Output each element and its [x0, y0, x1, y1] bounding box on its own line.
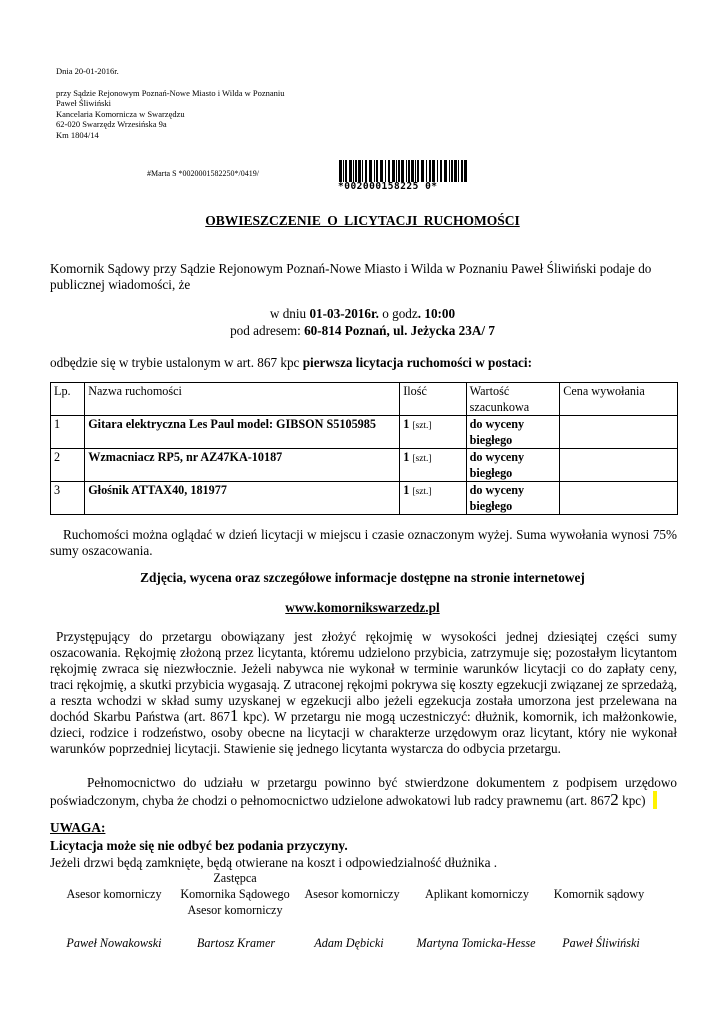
barcode-bar [437, 160, 438, 182]
auction-time: . 10:00 [417, 306, 456, 321]
warning-text: Jeżeli drzwi będą zamknięte, będą otwierane na koszt i odpowiedzialność dłużnika . [50, 855, 498, 870]
barcode-bars [338, 160, 468, 182]
signature-name-1: Paweł Nowakowski [66, 936, 162, 950]
barcode-bar [369, 160, 372, 182]
header-qty: Ilość [400, 383, 466, 416]
highlight-mark [653, 791, 657, 809]
row-name: Wzmacniacz RP5, nr AZ47KA-10187 [85, 449, 400, 482]
row-qty: 1 [szt.] [400, 482, 466, 515]
row-value: do wyceny biegłego [466, 449, 560, 482]
barcode-bar [401, 160, 404, 182]
header-lp: Lp. [51, 383, 85, 416]
table-row [51, 416, 678, 449]
barcode-bar [408, 160, 410, 182]
signature-role-2: Zastępca Komornika Sądowego Asesor komorniczy [180, 871, 290, 917]
document-date: Dnia 20-01-2016r. [56, 66, 119, 76]
signature-role-5: Komornik sądowy [553, 887, 645, 901]
header-value: Wartość szacunkowa [466, 383, 560, 416]
barcode-bar [388, 160, 390, 182]
barcode-bar [406, 160, 407, 182]
barcode-bar [461, 160, 463, 182]
bailiff-name: Paweł Śliwiński [56, 98, 112, 109]
auction-mode: odbędzie się w trybie ustalonym w art. 867 kpc pierwsza licytacja ruchomości w postaci: [50, 355, 532, 370]
viewing-paragraph: Ruchomości można oglądać w dzień licytacji w miejscu i czasie oznaczonym wyżej. Suma wywołania wynosi 75% sumy oszacowania. [50, 527, 677, 558]
barcode-bar [444, 160, 447, 182]
barcode-bar [365, 160, 367, 182]
barcode-bar [421, 160, 424, 182]
row-qty: 1 [szt.] [400, 449, 466, 482]
warning-heading: UWAGA: [50, 820, 106, 835]
warning-bold: Licytacja może się nie odbyć bez podania przyczyny. [50, 838, 348, 853]
signature-name-2: Bartosz Kramer [196, 936, 276, 950]
barcode-bar [415, 160, 416, 182]
barcode-bar [376, 160, 378, 182]
document-header [56, 66, 285, 141]
barcode-bar [353, 160, 354, 182]
auction-date: 01-03-2016r. [309, 306, 379, 321]
signature-role-1: Asesor komorniczy [66, 887, 162, 901]
office-name: Kancelaria Komornicza w Swarzędzu [56, 108, 185, 119]
auction-address: pod adresem: 60-814 Poznań, ul. Jeżycka 23A/ 7 [230, 323, 495, 338]
row-name: Gitara elektryczna Les Paul model: GIBSON S5105985 [85, 416, 400, 449]
auction-datetime: w dniu 01-03-2016r. o godz. 10:00 [269, 306, 456, 321]
barcode [338, 160, 468, 194]
row-value: do wyceny biegłego [466, 482, 560, 515]
office-address: 62-020 Swarzędz Wrzesińska 9a [56, 119, 167, 130]
items-table [50, 382, 678, 515]
barcode-bar [358, 160, 361, 182]
proxy-paragraph: Pełnomocnictwo do udziału w przetargu powinno być stwierdzone dokumentem z podpisem urzędowo poświadczonym, chyba że chodzi o pełnomocnictwo udzielone adwokatowi lub radcy prawnemu (art. 8672 kpc) [50, 775, 677, 809]
table-header-row [51, 383, 678, 416]
signature-role-4: Aplikant komorniczy [425, 887, 529, 901]
barcode-bar [398, 160, 400, 182]
barcode-bar [454, 160, 457, 182]
intro-paragraph: Komornik Sądowy przy Sądzie Rejonowym Poznań-Nowe Miasto i Wilda w Poznaniu Paweł Śliwiński podaje do publicznej wiadomości, że [50, 261, 652, 292]
row-lp: 3 [51, 482, 85, 515]
barcode-bar [426, 160, 427, 182]
header-price: Cena wywołania [560, 383, 678, 416]
page-title: OBWIESZCZENIE O LICYTACJI RUCHOMOŚCI [205, 213, 520, 228]
table-row [51, 482, 678, 515]
barcode-bar [432, 160, 435, 182]
row-value: do wyceny biegłego [466, 416, 560, 449]
barcode-bar [374, 160, 375, 182]
photos-info: Zdjęcia, wycena oraz szczegółowe informacje dostępne na stronie internetowej [140, 570, 585, 585]
row-qty: 1 [szt.] [400, 416, 466, 449]
signature-name-3: Adam Dębicki [314, 936, 384, 950]
row-name: Głośnik ATTAX40, 181977 [85, 482, 400, 515]
row-lp: 2 [51, 449, 85, 482]
case-number: Km 1804/14 [56, 129, 99, 140]
header-name: Nazwa ruchomości [85, 383, 400, 416]
row-price [560, 449, 678, 482]
barcode-bar [385, 160, 386, 182]
signature-name-4: Martyna Tomicka-Hesse [416, 936, 536, 950]
website-link[interactable]: www.komornikswarzedz.pl [285, 600, 440, 615]
barcode-bar [355, 160, 357, 182]
reference-number: #Marta S *0020001582250*/0419/ [147, 169, 259, 178]
barcode-bar [343, 160, 344, 182]
barcode-bar [339, 160, 342, 182]
row-lp: 1 [51, 416, 85, 449]
barcode-bar [411, 160, 414, 182]
barcode-bar [440, 160, 442, 182]
table-row [51, 449, 678, 482]
barcode-bar [429, 160, 431, 182]
barcode-bar [464, 160, 467, 182]
row-price [560, 416, 678, 449]
barcode-bar [349, 160, 352, 182]
barcode-bar [392, 160, 395, 182]
barcode-bar [362, 160, 363, 182]
barcode-bar [345, 160, 347, 182]
auction-address-value: 60-814 Poznań, ul. Jeżycka 23A/ 7 [304, 323, 495, 338]
deposit-paragraph: Przystępujący do przetargu obowiązany jest złożyć rękojmię w wysokości jednej dziesiątej części sumy oszacowania. Rękojmię złożoną przez licytanta, któremu udzielono przybicia, zatrzymuje się; pozostałym licytantom rękojmię zwraca się niezwłocznie. Jeżeli nabywca nie wykonał w terminie warunków licytacji co do zapłaty ceny, traci rękojmię, a skutki przybicia wygasają. Z utraconej rękojmi pokrywa się koszty egzekucji związanej ze sprzedażą, a reszta wchodzi w skład sumy uzyskanej w egzekucji albo jeżeli egzekucja została umorzona jest przelewana na dochód Skarbu Państwa (art. 8671 kpc). W przetargu nie mogą uczestniczyć: dłużnik, komornik, ich małżonkowie, dzieci, rodzice i rodzeństwo, osoby obecne na licytacji w charakterze urzędowym oraz licytant, który nie wykonał warunków poprzedniej licytacji. Stawienie się jednego licytanta wystarcza do odbycia przetargu. [50, 629, 677, 756]
barcode-bar [451, 160, 453, 182]
court-line: przy Sądzie Rejonowym Poznań-Nowe Miasto i Wilda w Poznaniu [56, 87, 285, 98]
barcode-bar [458, 160, 459, 182]
barcode-bar [396, 160, 397, 182]
row-price [560, 482, 678, 515]
signature-name-5: Paweł Śliwiński [562, 936, 640, 950]
barcode-bar [380, 160, 383, 182]
barcode-bar [449, 160, 450, 182]
barcode-text: *002000158225 0* [338, 181, 438, 192]
barcode-bar [417, 160, 419, 182]
signature-role-3: Asesor komorniczy [304, 887, 400, 901]
